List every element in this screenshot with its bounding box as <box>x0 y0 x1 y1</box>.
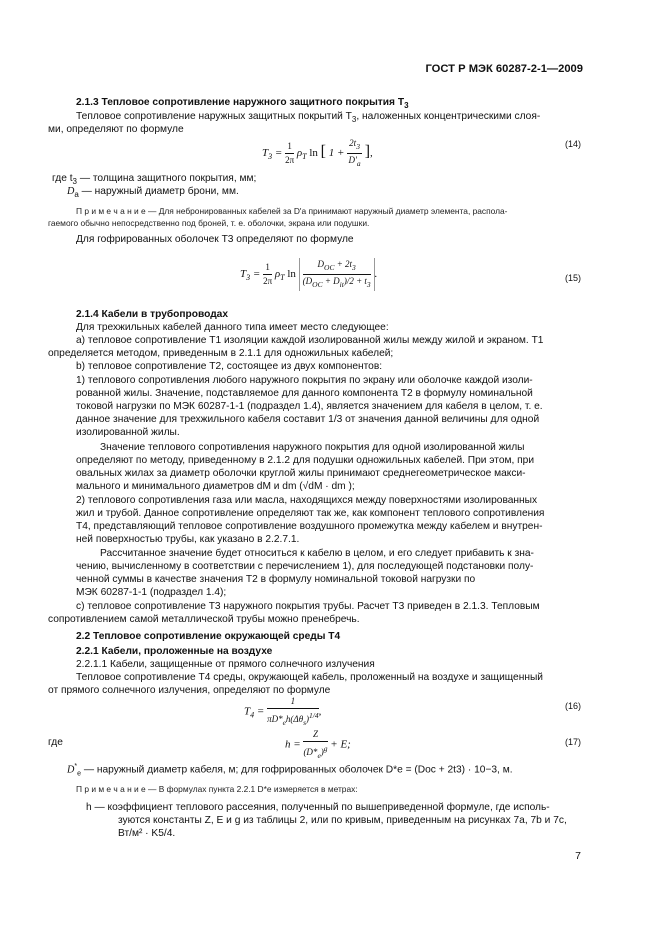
where-h: h — коэффициент теплового рассеяния, полученный по вышеприведенной формуле, где исполь- <box>86 802 550 813</box>
list-line: ченной суммы в качестве значения T2 в формулу номинальной токовой нагрузки по <box>76 574 476 585</box>
list-line: T4, представляющий тепловое сопротивление воздушного промежутка между кабелем и внутрен- <box>76 521 543 532</box>
section-2-2-1-title: 2.2.1 Кабели, проложенные на воздухе <box>76 646 273 657</box>
list-line: определяется методом, приведенным в 2.1.1 для одножильных кабелей; <box>48 348 394 359</box>
list-line: a) тепловое сопротивление T1 изоляции каждой изолированной жилы между жилой и экраном. T1 <box>76 335 544 346</box>
list-line: определяют по методу, приведенному в 2.1.2 для подушки одножильных кабелей. При этом, при <box>76 455 535 466</box>
paragraph: от прямого солнечного излучения, определяют по формуле <box>48 685 331 696</box>
list-line: ней поверхностью трубы, как указано в 2.2.7.1. <box>76 534 300 545</box>
paragraph: Для гофрированных оболочек T3 определяют по формуле <box>76 234 354 245</box>
section-2-1-3-title: 2.1.3 Тепловое сопротивление наружного защитного покрытия $T_3$ <box>76 97 409 111</box>
note-line: П р и м е ч а н и е — В формулах пункта 2.2.1 D*e измеряется в метрах: <box>76 784 358 794</box>
where-h: Вт/м² · K5/4. <box>118 828 176 839</box>
where-da: $D_a$ — наружный диаметр брони, мм. <box>67 186 239 200</box>
list-line: токовой нагрузки по МЭК 60287-1-1 (подраздел 1.4), является значением для кабеля в целом, т. е. <box>76 401 543 412</box>
equation-15: $T_3$ = $\frac{1}{2\pi}$ $\rho_T$ ln $\frac{D_{OC} + 2t_3}{(D_{OC} + D_{it})/2 + t_3}$ . <box>240 259 378 289</box>
list-line: рованной жилы. Значение, подставляемое для данного компонента T2 в формулу номинальной <box>76 388 533 399</box>
where-h: зуются константы Z, E и g из таблицы 2, или по кривым, приведенным на рисунках 7a, 7b и 7c, <box>118 815 567 826</box>
list-line: сопротивлением самой металлической трубы можно пренебречь. <box>48 614 360 625</box>
equation-number: (17) <box>564 737 581 747</box>
list-line: жил и трубой. Данное сопротивление определяют так же, как компонент теплового сопротивления <box>76 508 545 519</box>
list-line: МЭК 60287-1-1 (подраздел 1.4); <box>76 587 227 598</box>
section-2-2-1-1-title: 2.2.1.1 Кабели, защищенные от прямого солнечного излучения <box>76 659 375 670</box>
list-line: Значение теплового сопротивления наружного покрытия для одной изолированной жилы <box>100 442 525 453</box>
equation-16: $T_4$ = $\frac{1}{\pi D*_eh(\Delta\theta_s)^{1/4}}$ , <box>244 696 322 727</box>
section-2-1-4-title: 2.1.4 Кабели в трубопроводах <box>76 309 228 320</box>
note-line: П р и м е ч а н и е — Для небронированных кабелей за D'a принимают наружный диаметр элемента, распола- <box>76 206 508 216</box>
equation-17: h = $\frac{Z}{(D*_e)^g}$ + E; <box>285 729 351 760</box>
list-line: данное значение для трехжильного кабеля составит 1/3 от значения данной величины для одной <box>76 414 540 425</box>
equation-14: $T_3$ = $\frac{1}{2\pi}$ $\rho_T$ ln [ 1 + $\frac{2t_3}{D'_a}$ ], <box>262 138 373 168</box>
list-line: 1) теплового сопротивления любого наружного покрытия по экрану или оболочке каждой изоли- <box>76 375 533 386</box>
list-line: овальных жилах за диаметр оболочки круглой жилы принимают среднегеометрическое макси- <box>76 468 526 479</box>
list-line: 2) теплового сопротивления газа или масла, находящихся между поверхностями изолированных <box>76 495 538 506</box>
list-line: b) тепловое сопротивление T2, состоящее из двух компонентов: <box>76 361 383 372</box>
note-line: гаемого обычно непосредственно под броней, т. е. оболочки, экрана или подушки. <box>48 218 370 228</box>
paragraph: Тепловое сопротивление наружных защитных покрытий $T_3$, наложенных концентрическими слоя- <box>76 111 541 125</box>
where-label: где <box>48 737 63 748</box>
list-line: Для трехжильных кабелей данного типа имеет место следующее: <box>76 322 389 333</box>
list-line: c) тепловое сопротивление T3 наружного покрытия трубы. Расчет T3 приведен в 2.1.3. Тепловым <box>76 601 540 612</box>
section-2-2-title: 2.2 Тепловое сопротивление окружающей среды T4 <box>76 631 341 642</box>
paragraph: ми, определяют по формуле <box>48 124 184 135</box>
list-line: мального и минимального диаметров dM и dm (√dM · dm ); <box>76 481 355 492</box>
list-line: Рассчитанное значение будет относиться к кабелю в целом, и его следует прибавить к зна- <box>100 548 534 559</box>
equation-number: (14) <box>564 139 581 149</box>
document-header: ГОСТ Р МЭК 60287-2-1—2009 <box>425 63 583 75</box>
where-de: $D^*_e$ — наружный диаметр кабеля, м; для гофрированных оболочек D*e = (Doc + 2t3) · 10−3, м. <box>67 763 513 778</box>
list-line: изолированной жилы. <box>76 427 180 438</box>
equation-number: (16) <box>564 701 581 711</box>
equation-number: (15) <box>564 273 581 283</box>
page-number: 7 <box>575 850 581 862</box>
paragraph: Тепловое сопротивление T4 среды, окружающей кабель, проложенный на воздухе и защищенный <box>76 672 543 683</box>
where-t3: где $t_3$ — толщина защитного покрытия, мм; <box>52 173 257 187</box>
list-line: чению, вычисленному в соответствии с перечислением 1), для последующей подстановки полу- <box>76 561 534 572</box>
